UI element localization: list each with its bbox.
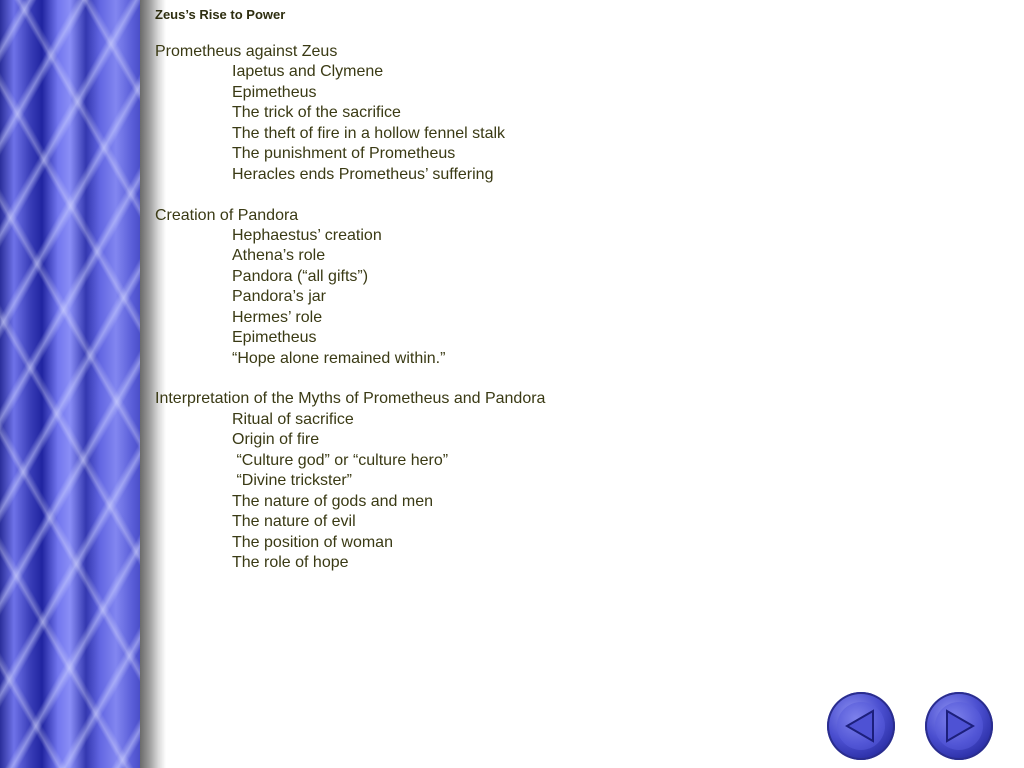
list-item: Ritual of sacrifice	[232, 410, 354, 428]
decorative-sidebar	[0, 0, 140, 768]
spacer	[155, 369, 995, 389]
list-item: “Culture god” or “culture hero”	[232, 451, 449, 469]
list-item: Pandora’s jar	[232, 288, 326, 306]
section-pandora	[155, 206, 995, 370]
next-slide-button[interactable]	[925, 692, 993, 760]
list-item: Pandora (“all gifts”)	[232, 267, 369, 285]
list-item: The nature of gods and men	[232, 492, 434, 510]
list-item: The role of hope	[232, 553, 349, 571]
button-face	[837, 702, 885, 750]
list-item: Hephaestus’ creation	[232, 226, 382, 244]
section-heading: Prometheus against Zeus	[155, 43, 338, 60]
previous-slide-button[interactable]	[827, 692, 895, 760]
list-item: Hermes’ role	[232, 308, 323, 326]
list-item: The position of woman	[232, 533, 393, 551]
list-item: The nature of evil	[232, 513, 356, 531]
list-item: Athena’s role	[232, 247, 326, 265]
list-item: Iapetus and Clymene	[232, 63, 384, 81]
slide-title: Zeus’s Rise to Power	[155, 7, 286, 22]
list-item: Epimetheus	[232, 83, 317, 101]
list-item: “Hope alone remained within.”	[232, 349, 446, 367]
spacer	[155, 185, 995, 205]
list-item: The theft of fire in a hollow fennel stalk	[232, 124, 506, 142]
slide-content	[155, 6, 995, 573]
list-item: Heracles ends Prometheus’ suffering	[232, 165, 494, 183]
list-item: The trick of the sacrifice	[232, 104, 401, 122]
list-item: Epimetheus	[232, 329, 317, 347]
list-item: “Divine trickster”	[232, 472, 353, 490]
section-prometheus	[155, 42, 995, 185]
list-item: Origin of fire	[232, 431, 320, 449]
button-face	[935, 702, 983, 750]
list-item: The punishment of Prometheus	[232, 145, 456, 163]
triangle-left-icon	[841, 706, 881, 746]
triangle-right-icon	[939, 706, 979, 746]
section-heading: Interpretation of the Myths of Prometheus and Pandora	[155, 390, 546, 408]
section-interpretation	[155, 389, 995, 573]
section-heading: Creation of Pandora	[155, 206, 299, 224]
